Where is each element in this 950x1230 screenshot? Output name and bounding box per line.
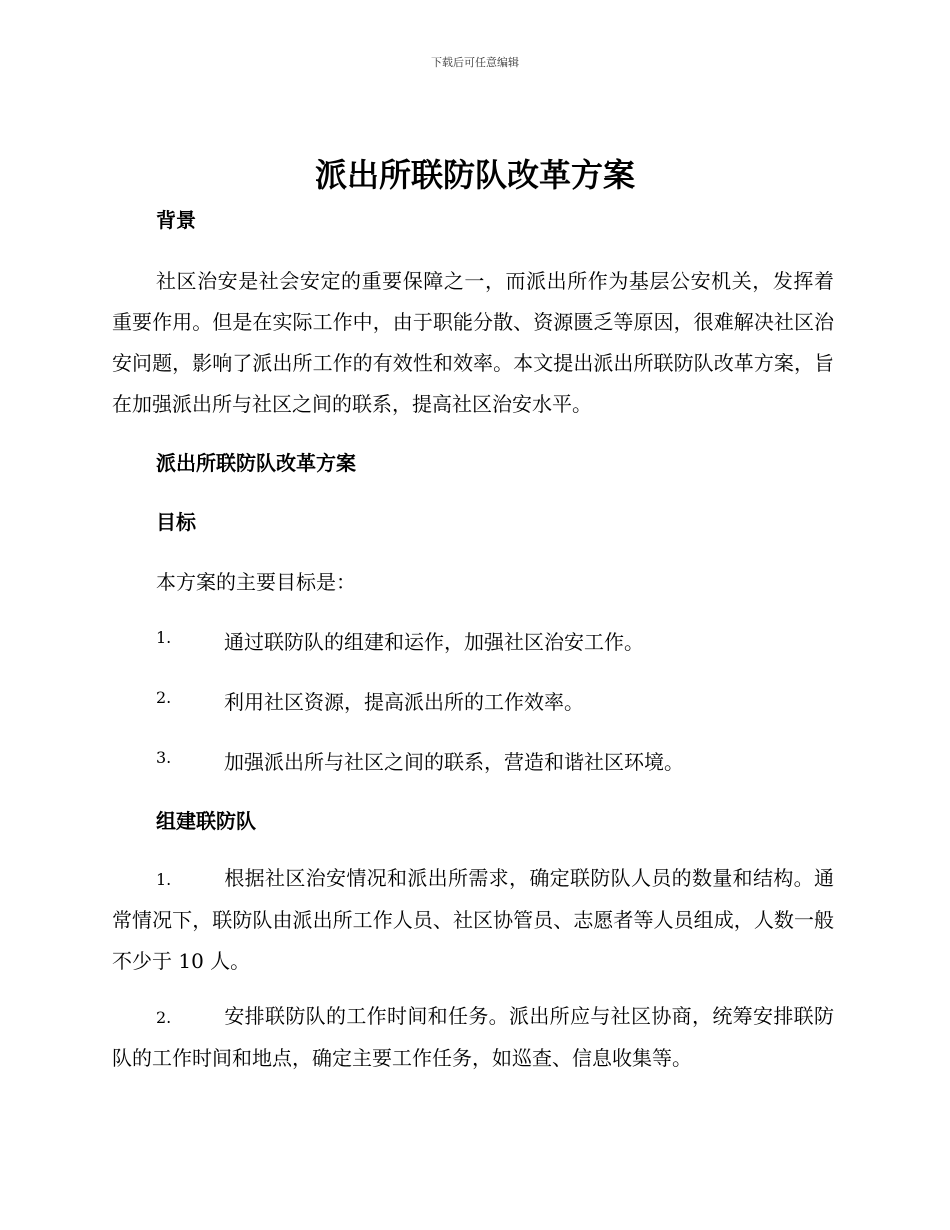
goal-item-text: 通过联防队的组建和运作，加强社区治安工作。	[224, 630, 644, 654]
document-body	[112, 204, 834, 1079]
goal-intro: 本方案的主要目标是：	[156, 570, 356, 594]
build-item	[112, 858, 834, 982]
goal-item	[112, 686, 834, 715]
build-item	[112, 996, 834, 1079]
goal-item-text: 加强派出所与社区之间的联系，营造和谐社区环境。	[224, 750, 684, 774]
build-item-number: 2.	[156, 1008, 172, 1027]
header-note: 下载后可任意编辑	[431, 56, 519, 69]
section-heading-build: 组建联防队	[156, 809, 256, 833]
build-item-number: 1.	[156, 870, 172, 889]
document-title: 派出所联防队改革方案	[314, 156, 635, 194]
goal-item-text: 利用社区资源，提高派出所的工作效率。	[224, 690, 584, 714]
goal-item	[112, 746, 834, 775]
goal-item-number: 3.	[156, 748, 172, 767]
section-heading-background: 背景	[156, 208, 196, 232]
background-paragraph: 社区治安是社会安定的重要保障之一，而派出所作为基层公安机关，发挥着重要作用。但是在实际工作中，由于职能分散、资源匮乏等原因，很难解决社区治安问题，影响了派出所工作的有效性和效率。本文提出派出所联防队改革方案，旨在加强派出所与社区之间的联系，提高社区治安水平。	[112, 269, 834, 416]
goal-item-number: 2.	[156, 688, 172, 707]
goal-item-number: 1.	[156, 628, 172, 647]
build-item-text: 根据社区治安情况和派出所需求，确定联防队人员的数量和结构。通常情况下，联防队由派出所工作人员、社区协管员、志愿者等人员组成，人数一般不少于 10 人。	[112, 866, 834, 973]
goal-item	[112, 626, 834, 655]
build-item-text: 安排联防队的工作时间和任务。派出所应与社区协商，统筹安排联防队的工作时间和地点，确定主要工作任务，如巡查、信息收集等。	[112, 1004, 834, 1070]
section-heading-plan: 派出所联防队改革方案	[156, 451, 356, 475]
section-heading-goal: 目标	[156, 510, 196, 534]
